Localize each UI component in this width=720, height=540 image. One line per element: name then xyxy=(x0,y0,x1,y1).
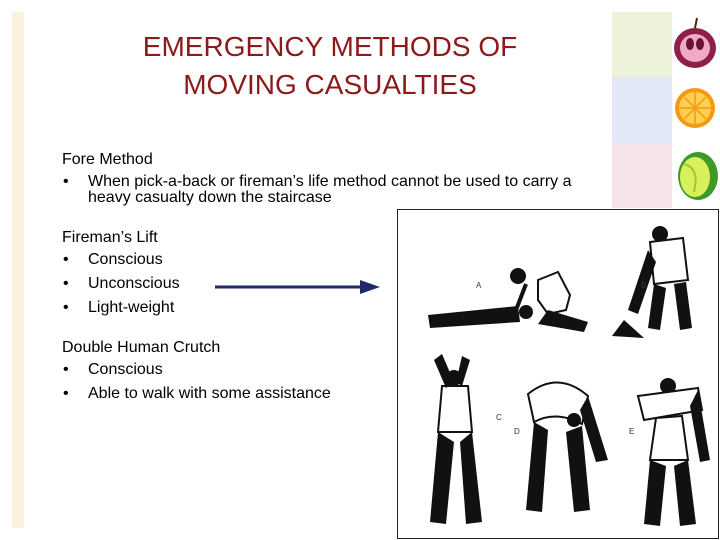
casualty-carry-figure xyxy=(397,209,719,539)
slide-title xyxy=(90,28,570,104)
slide-title-line-1: EMERGENCY METHODS OF xyxy=(142,31,518,62)
carry-illustration xyxy=(398,210,718,538)
fruit-decoration-column xyxy=(612,12,720,208)
panel-label-e: E xyxy=(629,427,635,436)
melon-icon xyxy=(670,144,720,204)
panel-b-illustration xyxy=(612,226,692,338)
panel-e-illustration xyxy=(629,378,710,526)
bullet-item: • Conscious xyxy=(62,362,612,378)
panel-label-c: C xyxy=(496,413,502,422)
section-heading: Double Human Crutch xyxy=(62,339,221,356)
decor-tile xyxy=(612,12,672,77)
arrow-icon xyxy=(215,278,380,296)
bullet-item: • Unconscious xyxy=(62,276,612,292)
panel-c-illustration xyxy=(430,354,502,524)
bullet-item: • When pick-a-back or fireman’s life method cannot be used to carry a heavy casualty down the staircase xyxy=(62,174,608,206)
slide-title-line-2: MOVING CASUALTIES xyxy=(183,69,477,100)
panel-a-illustration xyxy=(428,268,588,332)
panel-label-b: B xyxy=(641,281,647,290)
bullet-item: • Conscious xyxy=(62,252,612,268)
section-heading: Fireman’s Lift xyxy=(62,229,158,246)
bullet-item: • Light-weight xyxy=(62,300,612,316)
left-decorative-strip xyxy=(12,12,24,528)
section-heading: Fore Method xyxy=(62,151,153,168)
panel-label-d: D xyxy=(514,427,520,436)
decor-tile xyxy=(612,77,672,143)
panel-d-illustration xyxy=(514,382,608,512)
orange-slice-icon xyxy=(670,78,720,138)
panel-label-a: A xyxy=(476,281,482,290)
decor-tile xyxy=(612,143,672,208)
section-fore-method xyxy=(62,150,612,206)
bullet-item: • Able to walk with some assistance xyxy=(62,386,612,402)
apple-icon xyxy=(670,14,720,74)
